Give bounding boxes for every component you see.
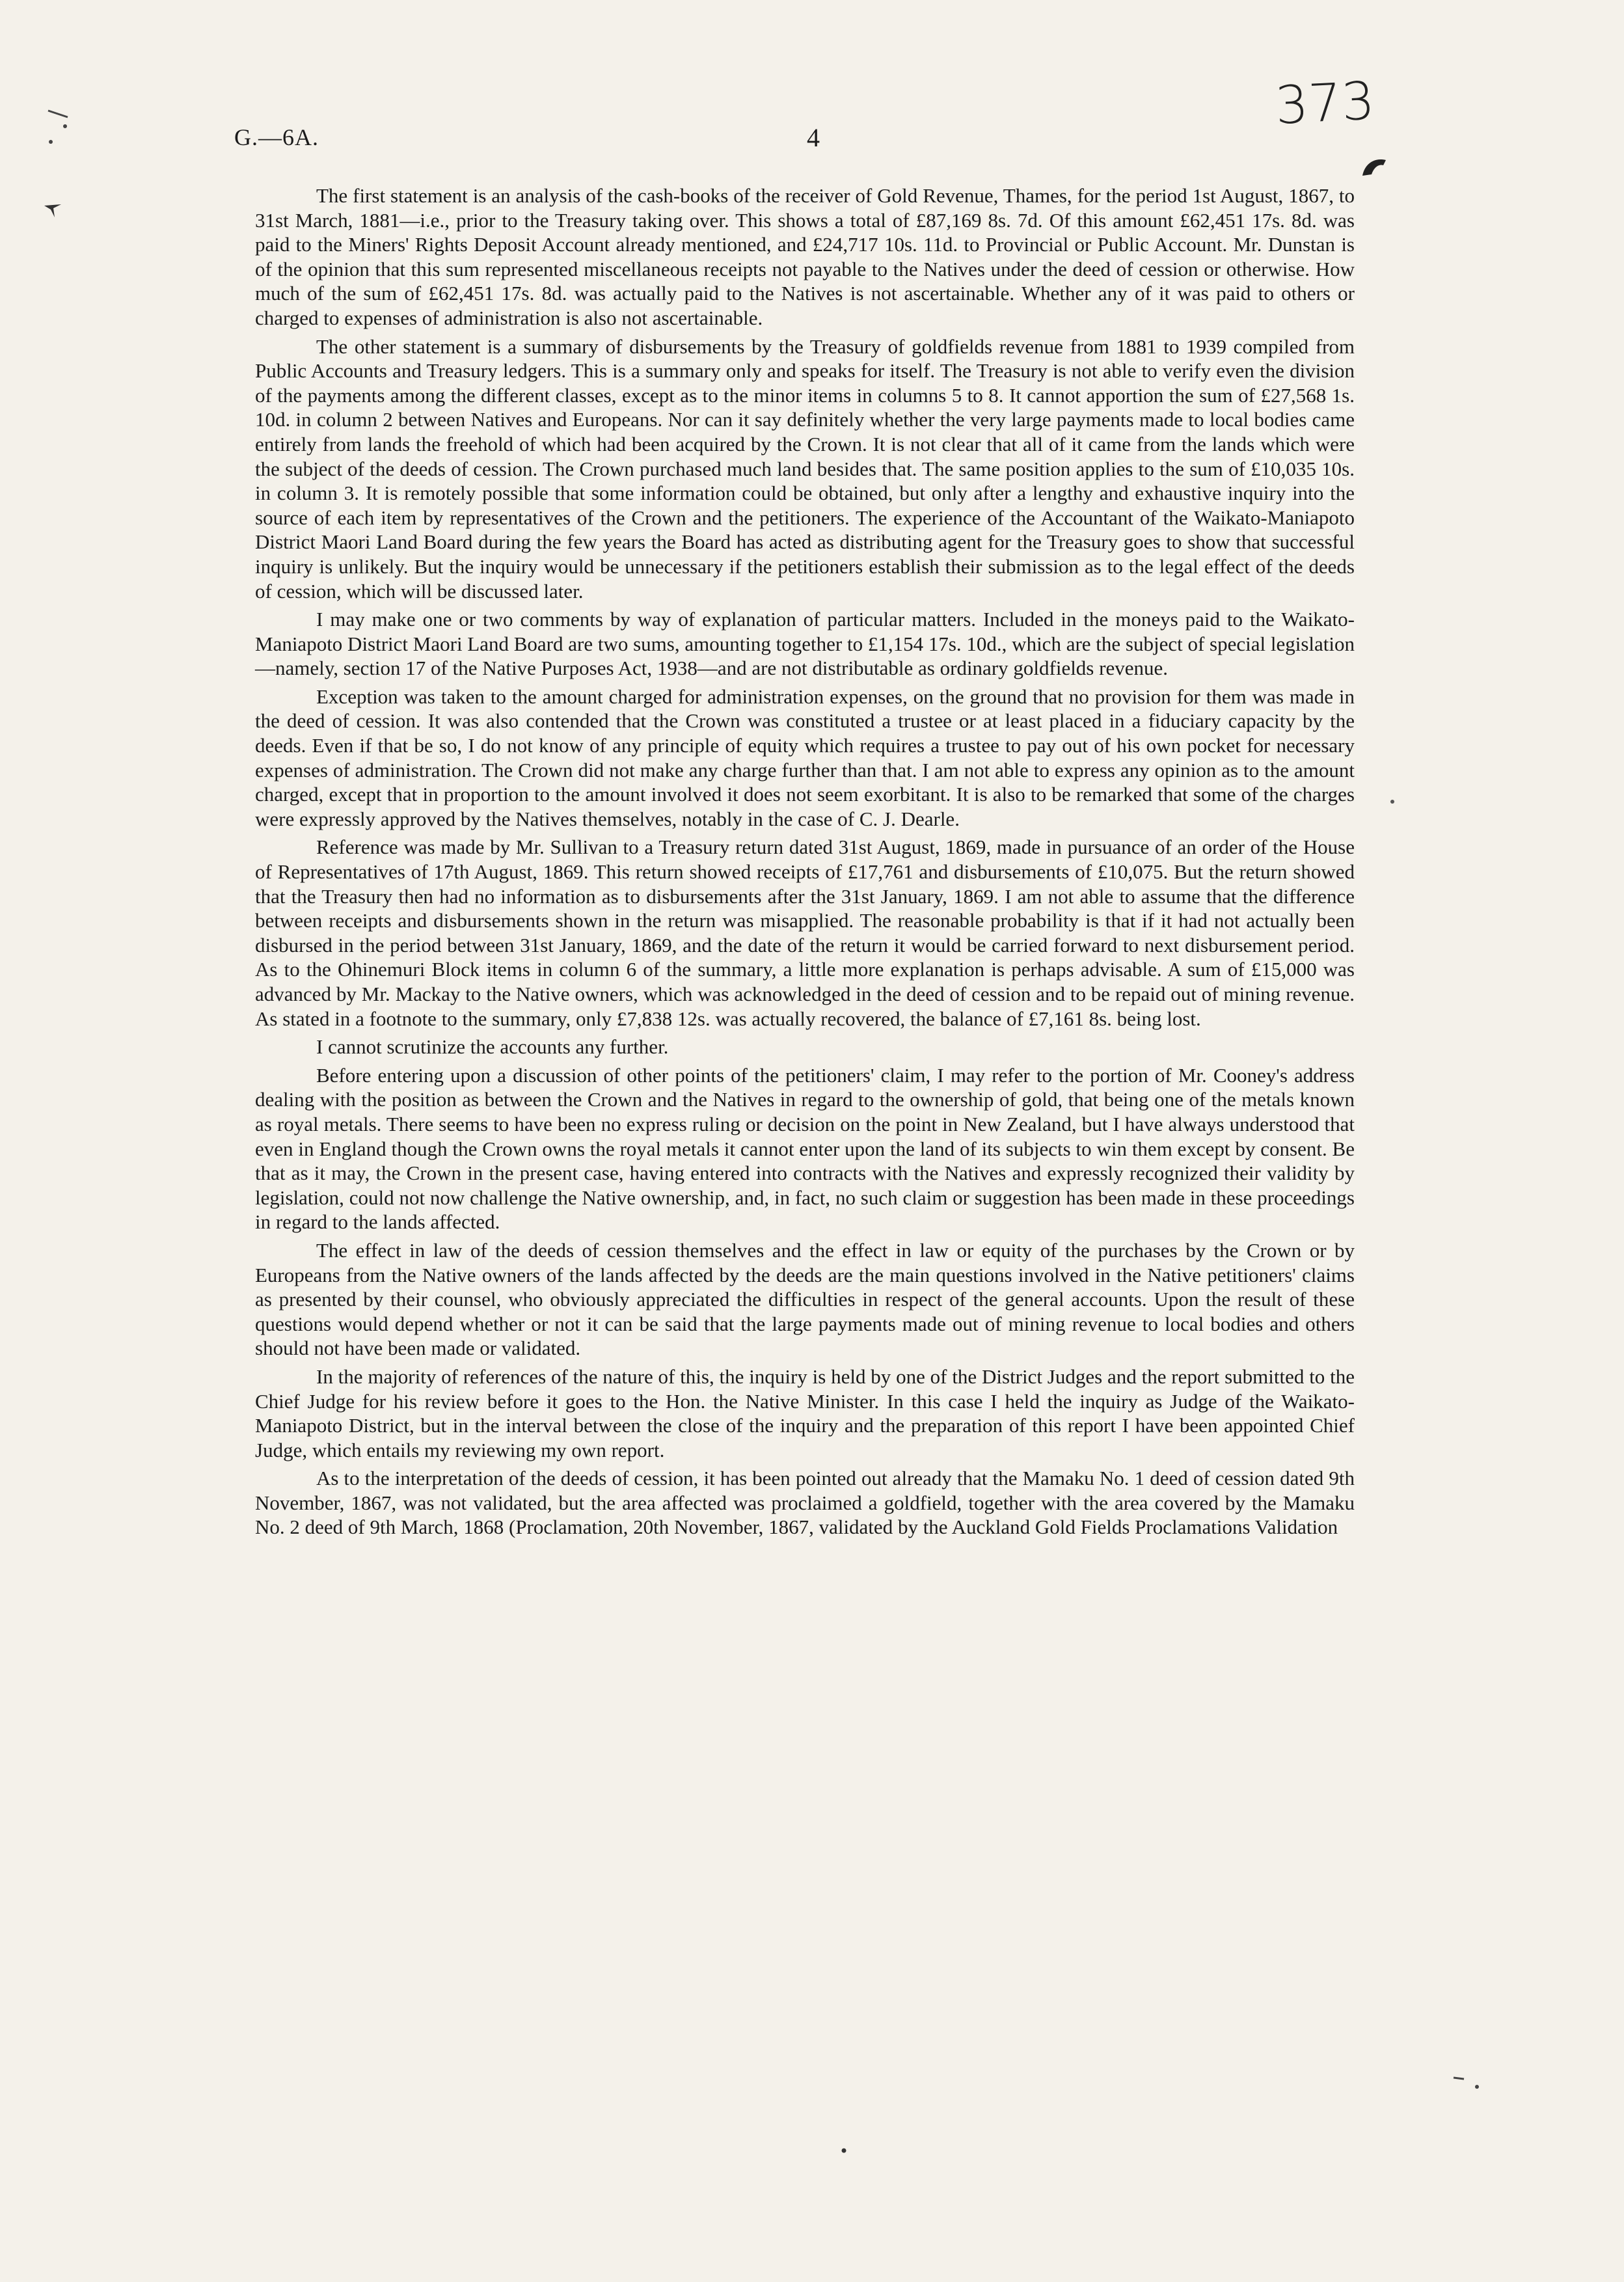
handwritten-page-number: 373 — [1273, 70, 1377, 136]
page-speck-icon — [1390, 799, 1395, 804]
page-speck-icon — [841, 2147, 847, 2154]
paragraph: As to the interpretation of the deeds of cession, it has been pointed out already that the Mamaku No. 1 deed of cession dated 9th November, 1867, was not validated, but the area affected was proclaimed a goldfield, together with the area covered by the Mamaku No. 2 deed of 9th March, 1868 (Proclamation, 20th November, 1867, validated by the Auckland Gold Fields Proclamations Validation — [255, 1467, 1355, 1539]
margin-dash-icon — [1452, 2072, 1485, 2092]
paragraph: Exception was taken to the amount charged for administration expenses, on the ground that no provision for them was made in the deed of cession. It was also contended that the Crown was constituted a trustee or at least placed in a fiduciary capacity by the deeds. Even if that be so, I do not know of any principle of equity which requires a trustee to pay out of his own pocket for necessary expenses of administration. The Crown did not make any charge further than that. I am not able to express any opinion as to the amount charged, except that in proportion to the amount involved it does not seem exorbitant. It is also to be remarked that some of the charges were expressly approved by the Natives themselves, notably in the case of C. J. Dearle. — [255, 685, 1355, 830]
margin-speck-icon — [46, 104, 72, 150]
paragraph: Before entering upon a discussion of other points of the petitioners' claim, I may refer to the portion of Mr. Cooney's address dealing with the position as between the Crown and the Natives in regard to the ownership of gold, that being one of the metals known as royal metals. There seems to have been no express ruling or decision on the point in New Zealand, but I have always understood that even in England though the Crown owns the royal metals it cannot enter upon the land of its subjects to win them except by consent. Be that as it may, the Crown in the present case, having entered into contracts with the Natives and expressly recognized their validity by legislation, could not now challenge the Native ownership, and, in fact, no such claim or suggestion has been made in these proceedings in regard to the lands affected. — [255, 1063, 1355, 1234]
paragraph: Reference was made by Mr. Sullivan to a Treasury return dated 31st August, 1869, made in pursuance of an order of the House of Representatives of 17th August, 1869. This return showed receipts of £17,761 and disbursements of £10,075. But the return showed that the Treasury then had no information as to disbursements after the 31st January, 1869. I am not able to assume that the difference between receipts and disbursements shown in the return was misapplied. The reasonable probability is that if it had not actually been disbursed in the period between 31st January, 1869, and the date of the return it would be carried forward to next disbursement period. As to the Ohinemuri Block items in column 6 of the summary, a little more explanation is perhaps advisable. A sum of £15,000 was advanced by Mr. Mackay to the Native owners, which was acknowledged in the deed of cession and to be repaid out of mining revenue. As stated in a footnote to the summary, only £7,838 12s. was actually recovered, the balance of £7,161 8s. being lost. — [255, 835, 1355, 1030]
paragraph: I cannot scrutinize the accounts any further. — [316, 1035, 669, 1059]
margin-mark-icon — [43, 202, 62, 219]
paragraph: The first statement is an analysis of the cash-books of the receiver of Gold Revenue, Thames, for the period 1st August, 1867, to 31st March, 1881—i.e., prior to the Treasury taking over. This shows a total of £87,169 8s. 7d. Of this amount £62,451 17s. 8d. was paid to the Miners' Rights Deposit Account already mentioned, and £24,717 10s. 11d. to Provincial or Public Account. Mr. Dunstan is of the opinion that this sum represented miscellaneous receipts not payable to the Natives under the deed of cession or otherwise. How much of the sum of £62,451 17s. 8d. was actually paid to the Natives is not ascertainable. Whether any of it was paid to others or charged to expenses of administration is also not ascertainable. — [255, 184, 1355, 329]
paragraph: The effect in law of the deeds of cession themselves and the effect in law or equity of the purchases by the Crown or by Europeans from the Native owners of the lands affected by the deeds are the main questions involved in the Native petitioners' claims as presented by their counsel, who obviously appreciated the difficulties in respect of the general accounts. Upon the result of these questions would depend whether or not it can be said that the large payments made out of mining revenue to local bodies and others should not have been made or validated. — [255, 1238, 1355, 1360]
document-reference: G.—6A. — [234, 124, 319, 150]
paragraph: In the majority of references of the nature of this, the inquiry is held by one of the District Judges and the report submitted to the Chief Judge for his review before it goes to the Hon. the Native Minister. In this case I held the inquiry as Judge of the Waikato-Maniapoto District, but in the interval between the close of the inquiry and the preparation of this report I have been appointed Chief Judge, which entails my reviewing my own report. — [255, 1365, 1355, 1461]
paragraph: I may make one or two comments by way of explanation of particular matters. Included in the moneys paid to the Waikato-Maniapoto District Maori Land Board are two sums, amounting together to £1,154 17s. 10d., which are the subject of special legislation—namely, section 17 of the Native Purposes Act, 1938—and are not distributable as ordinary goldfields revenue. — [255, 608, 1355, 680]
paragraph: The other statement is a summary of disbursements by the Treasury of goldfields revenue from 1881 to 1939 compiled from Public Accounts and Treasury ledgers. This is a summary only and speaks for itself. The Treasury is not able to verify even the division of the payments among the different classes, except as to the minor items in columns 5 to 8. It cannot apportion the sum of £27,568 1s. 10d. in column 2 between Natives and Europeans. Nor can it say definitely whether the very large payments made to local bodies came entirely from lands the freehold of which had been acquired by the Crown. It is not clear that all of it came from the lands which were the subject of the deeds of cession. The Crown purchased much land besides that. The same position applies to the sum of £10,035 10s. in column 3. It is remotely possible that some information could be obtained, but only after a lengthy and exhaustive inquiry into the source of each item by representatives of the Crown and the petitioners. The experience of the Accountant of the Waikato-Maniapoto District Maori Land Board during the few years the Board has acted as distributing agent for the Treasury goes to show that successful inquiry is unlikely. But the inquiry would be unnecessary if the petitioners establish their submission as to the legal effect of the deeds of cession, which will be discussed later. — [255, 334, 1355, 603]
page-number: 4 — [807, 123, 820, 152]
ink-mark-icon — [1360, 156, 1388, 178]
body-text — [255, 183, 1355, 1543]
